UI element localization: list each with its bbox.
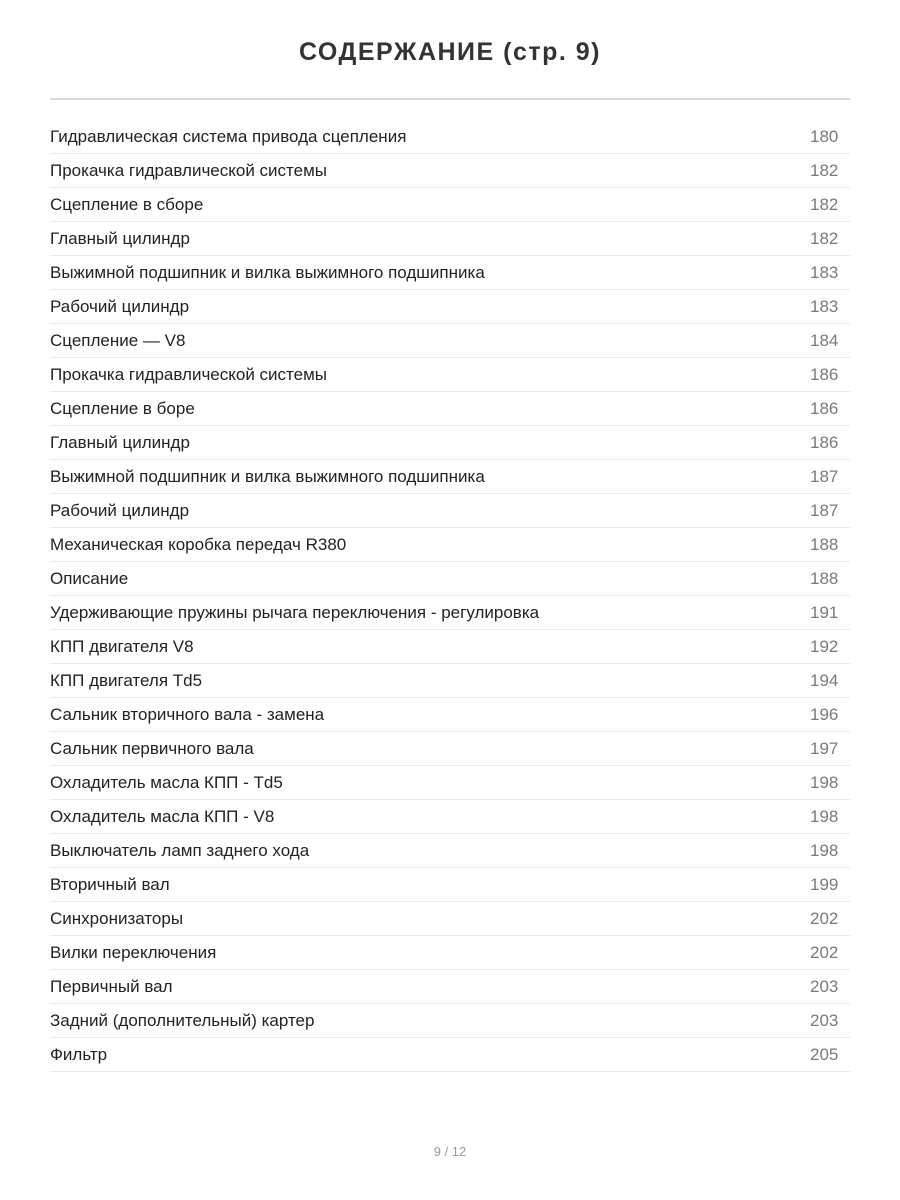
toc-entry-title: КПП двигателя V8: [50, 637, 194, 656]
toc-entry[interactable]: [50, 188, 850, 222]
toc-entry[interactable]: [50, 562, 850, 596]
toc-entry-page: 196: [810, 705, 839, 724]
toc-entry-page: 198: [810, 807, 839, 826]
toc-entry-title: Вилки переключения: [50, 943, 217, 962]
toc-entry[interactable]: [50, 494, 850, 528]
toc-entry[interactable]: [50, 596, 850, 630]
toc-entry-page: 188: [810, 569, 839, 588]
toc-entry-page: 192: [810, 637, 839, 656]
toc-entry-title: Выжимной подшипник и вилка выжимного подшипника: [50, 467, 485, 486]
toc-entry-title: Описание: [50, 569, 129, 588]
toc-entry[interactable]: [50, 1004, 850, 1038]
toc-entry-title: Рабочий цилиндр: [50, 501, 190, 520]
toc-entry-title: Механическая коробка передач R380: [50, 535, 347, 554]
toc-entry-page: 182: [810, 229, 839, 248]
toc-entry-page: 194: [810, 671, 839, 690]
toc-entry-title: Задний (дополнительный) картер: [50, 1011, 315, 1030]
toc-entry[interactable]: [50, 528, 850, 562]
toc-entry-title: Охладитель масла КПП - Td5: [50, 773, 283, 792]
toc-entry-page: 186: [810, 433, 839, 452]
toc-entry-page: 187: [810, 501, 839, 520]
toc-entry-page: 186: [810, 365, 839, 384]
toc-entry-title: Сцепление в боре: [50, 399, 195, 418]
title-divider: [50, 98, 850, 100]
toc-entry-page: 197: [810, 739, 839, 758]
toc-entry-title: Гидравлическая система привода сцепления: [50, 127, 407, 146]
toc-entry-page: 203: [810, 1011, 839, 1030]
toc-entry-title: Синхронизаторы: [50, 909, 184, 928]
toc-entry-page: 191: [810, 603, 839, 622]
toc-entry[interactable]: [50, 732, 850, 766]
toc-entry-title: Охладитель масла КПП - V8: [50, 807, 275, 826]
toc-entry-page: 183: [810, 263, 839, 282]
toc-entry-title: Прокачка гидравлической системы: [50, 161, 328, 180]
toc-entry[interactable]: [50, 222, 850, 256]
toc-entry-page: 188: [810, 535, 839, 554]
toc-entry[interactable]: [50, 1038, 850, 1072]
toc-entry[interactable]: [50, 426, 850, 460]
toc-entry-page: 199: [810, 875, 839, 894]
page-number: 9 / 12: [433, 1144, 467, 1159]
toc-entry-title: Главный цилиндр: [50, 229, 190, 248]
toc-list: [50, 120, 850, 1072]
toc-entry[interactable]: [50, 290, 850, 324]
toc-entry[interactable]: [50, 664, 850, 698]
toc-entry-title: Первичный вал: [50, 977, 173, 996]
toc-entry[interactable]: [50, 936, 850, 970]
toc-entry[interactable]: [50, 154, 850, 188]
toc-entry[interactable]: [50, 698, 850, 732]
toc-entry-title: Прокачка гидравлической системы: [50, 365, 328, 384]
toc-entry-title: Сцепление в сборе: [50, 195, 204, 214]
toc-entry-page: 203: [810, 977, 839, 996]
toc-entry-title: Выжимной подшипник и вилка выжимного подшипника: [50, 263, 485, 282]
toc-entry[interactable]: [50, 392, 850, 426]
toc-entry-page: 198: [810, 841, 839, 860]
toc-entry[interactable]: [50, 766, 850, 800]
toc-entry-title: Фильтр: [50, 1045, 108, 1064]
toc-entry-page: 187: [810, 467, 839, 486]
toc-entry-page: 183: [810, 297, 839, 316]
toc-entry-page: 202: [810, 943, 839, 962]
toc-entry[interactable]: [50, 970, 850, 1004]
toc-entry-page: 202: [810, 909, 839, 928]
toc-entry[interactable]: [50, 902, 850, 936]
toc-entry[interactable]: [50, 800, 850, 834]
toc-entry-title: Сальник первичного вала: [50, 739, 254, 758]
toc-entry-page: 182: [810, 161, 839, 180]
toc-entry-title: Рабочий цилиндр: [50, 297, 190, 316]
toc-entry-title: КПП двигателя Td5: [50, 671, 203, 690]
toc-entry[interactable]: [50, 868, 850, 902]
toc-entry[interactable]: [50, 834, 850, 868]
toc-entry-page: 198: [810, 773, 839, 792]
toc-entry-title: Вторичный вал: [50, 875, 170, 894]
toc-entry-page: 186: [810, 399, 839, 418]
toc-entry[interactable]: [50, 120, 850, 154]
toc-entry-page: 205: [810, 1045, 839, 1064]
toc-entry[interactable]: [50, 630, 850, 664]
toc-entry-title: Сальник вторичного вала - замена: [50, 705, 325, 724]
toc-entry-page: 184: [810, 331, 839, 350]
toc-entry-title: Выключатель ламп заднего хода: [50, 841, 310, 860]
toc-entry-title: Главный цилиндр: [50, 433, 190, 452]
toc-entry[interactable]: [50, 324, 850, 358]
toc-entry[interactable]: [50, 358, 850, 392]
toc-entry[interactable]: [50, 256, 850, 290]
toc-entry-page: 182: [810, 195, 839, 214]
page-title: СОДЕРЖАНИЕ (стр. 9): [298, 38, 602, 66]
toc-entry-title: Сцепление — V8: [50, 331, 186, 350]
toc-entry[interactable]: [50, 460, 850, 494]
toc-entry-page: 180: [810, 127, 839, 146]
toc-entry-title: Удерживающие пружины рычага переключения - регулировка: [50, 603, 540, 622]
